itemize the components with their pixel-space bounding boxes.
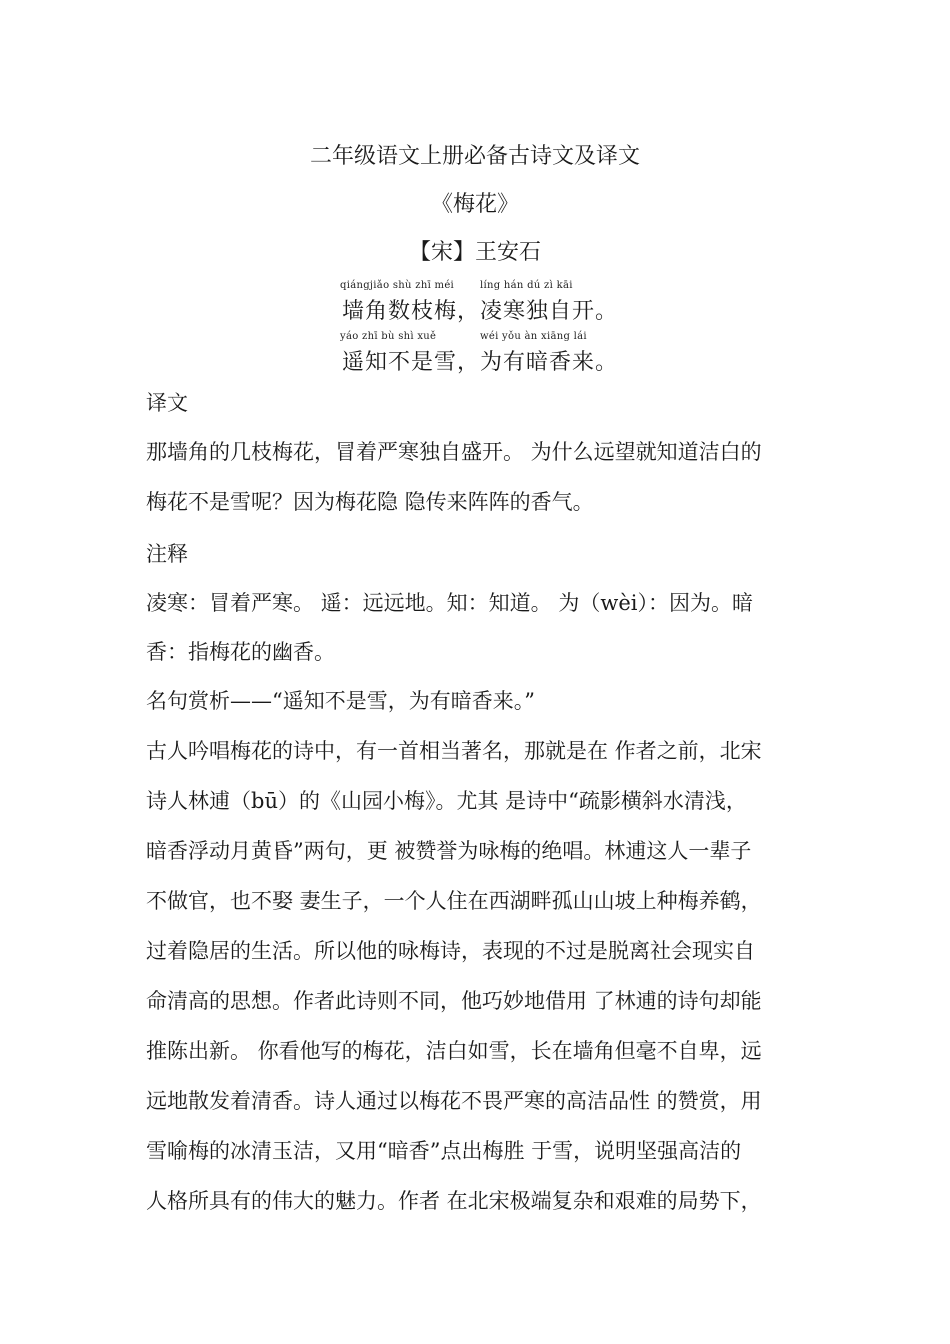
poem-line-2-text: 遥知不是雪，为有暗香来。 xyxy=(342,350,619,375)
translation-line: 梅花不是雪呢？因为梅花隐 隐传来阵阵的香气。 xyxy=(146,490,594,514)
poem-line-2-pinyin-first: yáo zhī bù shì xuě xyxy=(340,331,437,342)
notes-line: 香：指梅花的幽香。 xyxy=(146,640,335,664)
analysis-heading: 名句赏析——“遥知不是雪，为有暗香来。” xyxy=(146,689,535,713)
poem-line-1-pinyin-second: líng hán dú zì kāi xyxy=(480,280,573,291)
notes-heading: 注释 xyxy=(146,542,188,566)
poem-line-1-text: 墙角数枝梅，凌寒独自开。 xyxy=(342,299,619,324)
translation-line: 那墙角的几枝梅花，冒着严寒独自盛开。 为什么远望就知道洁白的 xyxy=(146,440,762,464)
analysis-line: 推陈出新。 你看他写的梅花，洁白如雪，长在墙角但毫不自卑，远 xyxy=(146,1039,762,1063)
poem-author: 【宋】王安石 xyxy=(408,240,541,265)
analysis-line: 远地散发着清香。诗人通过以梅花不畏严寒的高洁品性 的赞赏，用 xyxy=(146,1089,762,1113)
poem-line-1-pinyin-first: qiángjiǎo shù zhī méi xyxy=(340,280,455,291)
notes-line: 凌寒：冒着严寒。 遥：远远地。知：知道。 为（wèi）：因为。暗 xyxy=(146,591,753,615)
translation-heading: 译文 xyxy=(146,391,188,415)
poem-line-2-pinyin-second: wéi yǒu àn xiāng lái xyxy=(480,331,587,342)
analysis-line: 不做官，也不娶 妻生子，一个人住在西湖畔孤山山坡上种梅养鹤， xyxy=(146,889,762,913)
analysis-line: 诗人林逋（bū）的《山园小梅》。尤其 是诗中“疏影横斜水清浅， xyxy=(146,789,747,813)
analysis-line: 古人吟唱梅花的诗中，有一首相当著名，那就是在 作者之前，北宋 xyxy=(146,739,762,763)
analysis-line: 雪喻梅的冰清玉洁，又用“暗香”点出梅胜 于雪，说明坚强高洁的 xyxy=(146,1139,742,1163)
analysis-line: 人格所具有的伟大的魅力。作者 在北宋极端复杂和艰难的局势下， xyxy=(146,1189,762,1213)
analysis-line: 过着隐居的生活。所以他的咏梅诗，表现的不过是脱离社会现实自 xyxy=(146,939,755,963)
analysis-line: 暗香浮动月黄昏”两句，更 被赞誉为咏梅的绝唱。林逋这人一辈子 xyxy=(146,839,752,863)
document-title: 二年级语文上册必备古诗文及译文 xyxy=(309,144,640,169)
analysis-line: 命清高的思想。作者此诗则不同，他巧妙地借用 了林逋的诗句却能 xyxy=(146,989,762,1013)
poem-title: 《梅花》 xyxy=(430,192,519,217)
